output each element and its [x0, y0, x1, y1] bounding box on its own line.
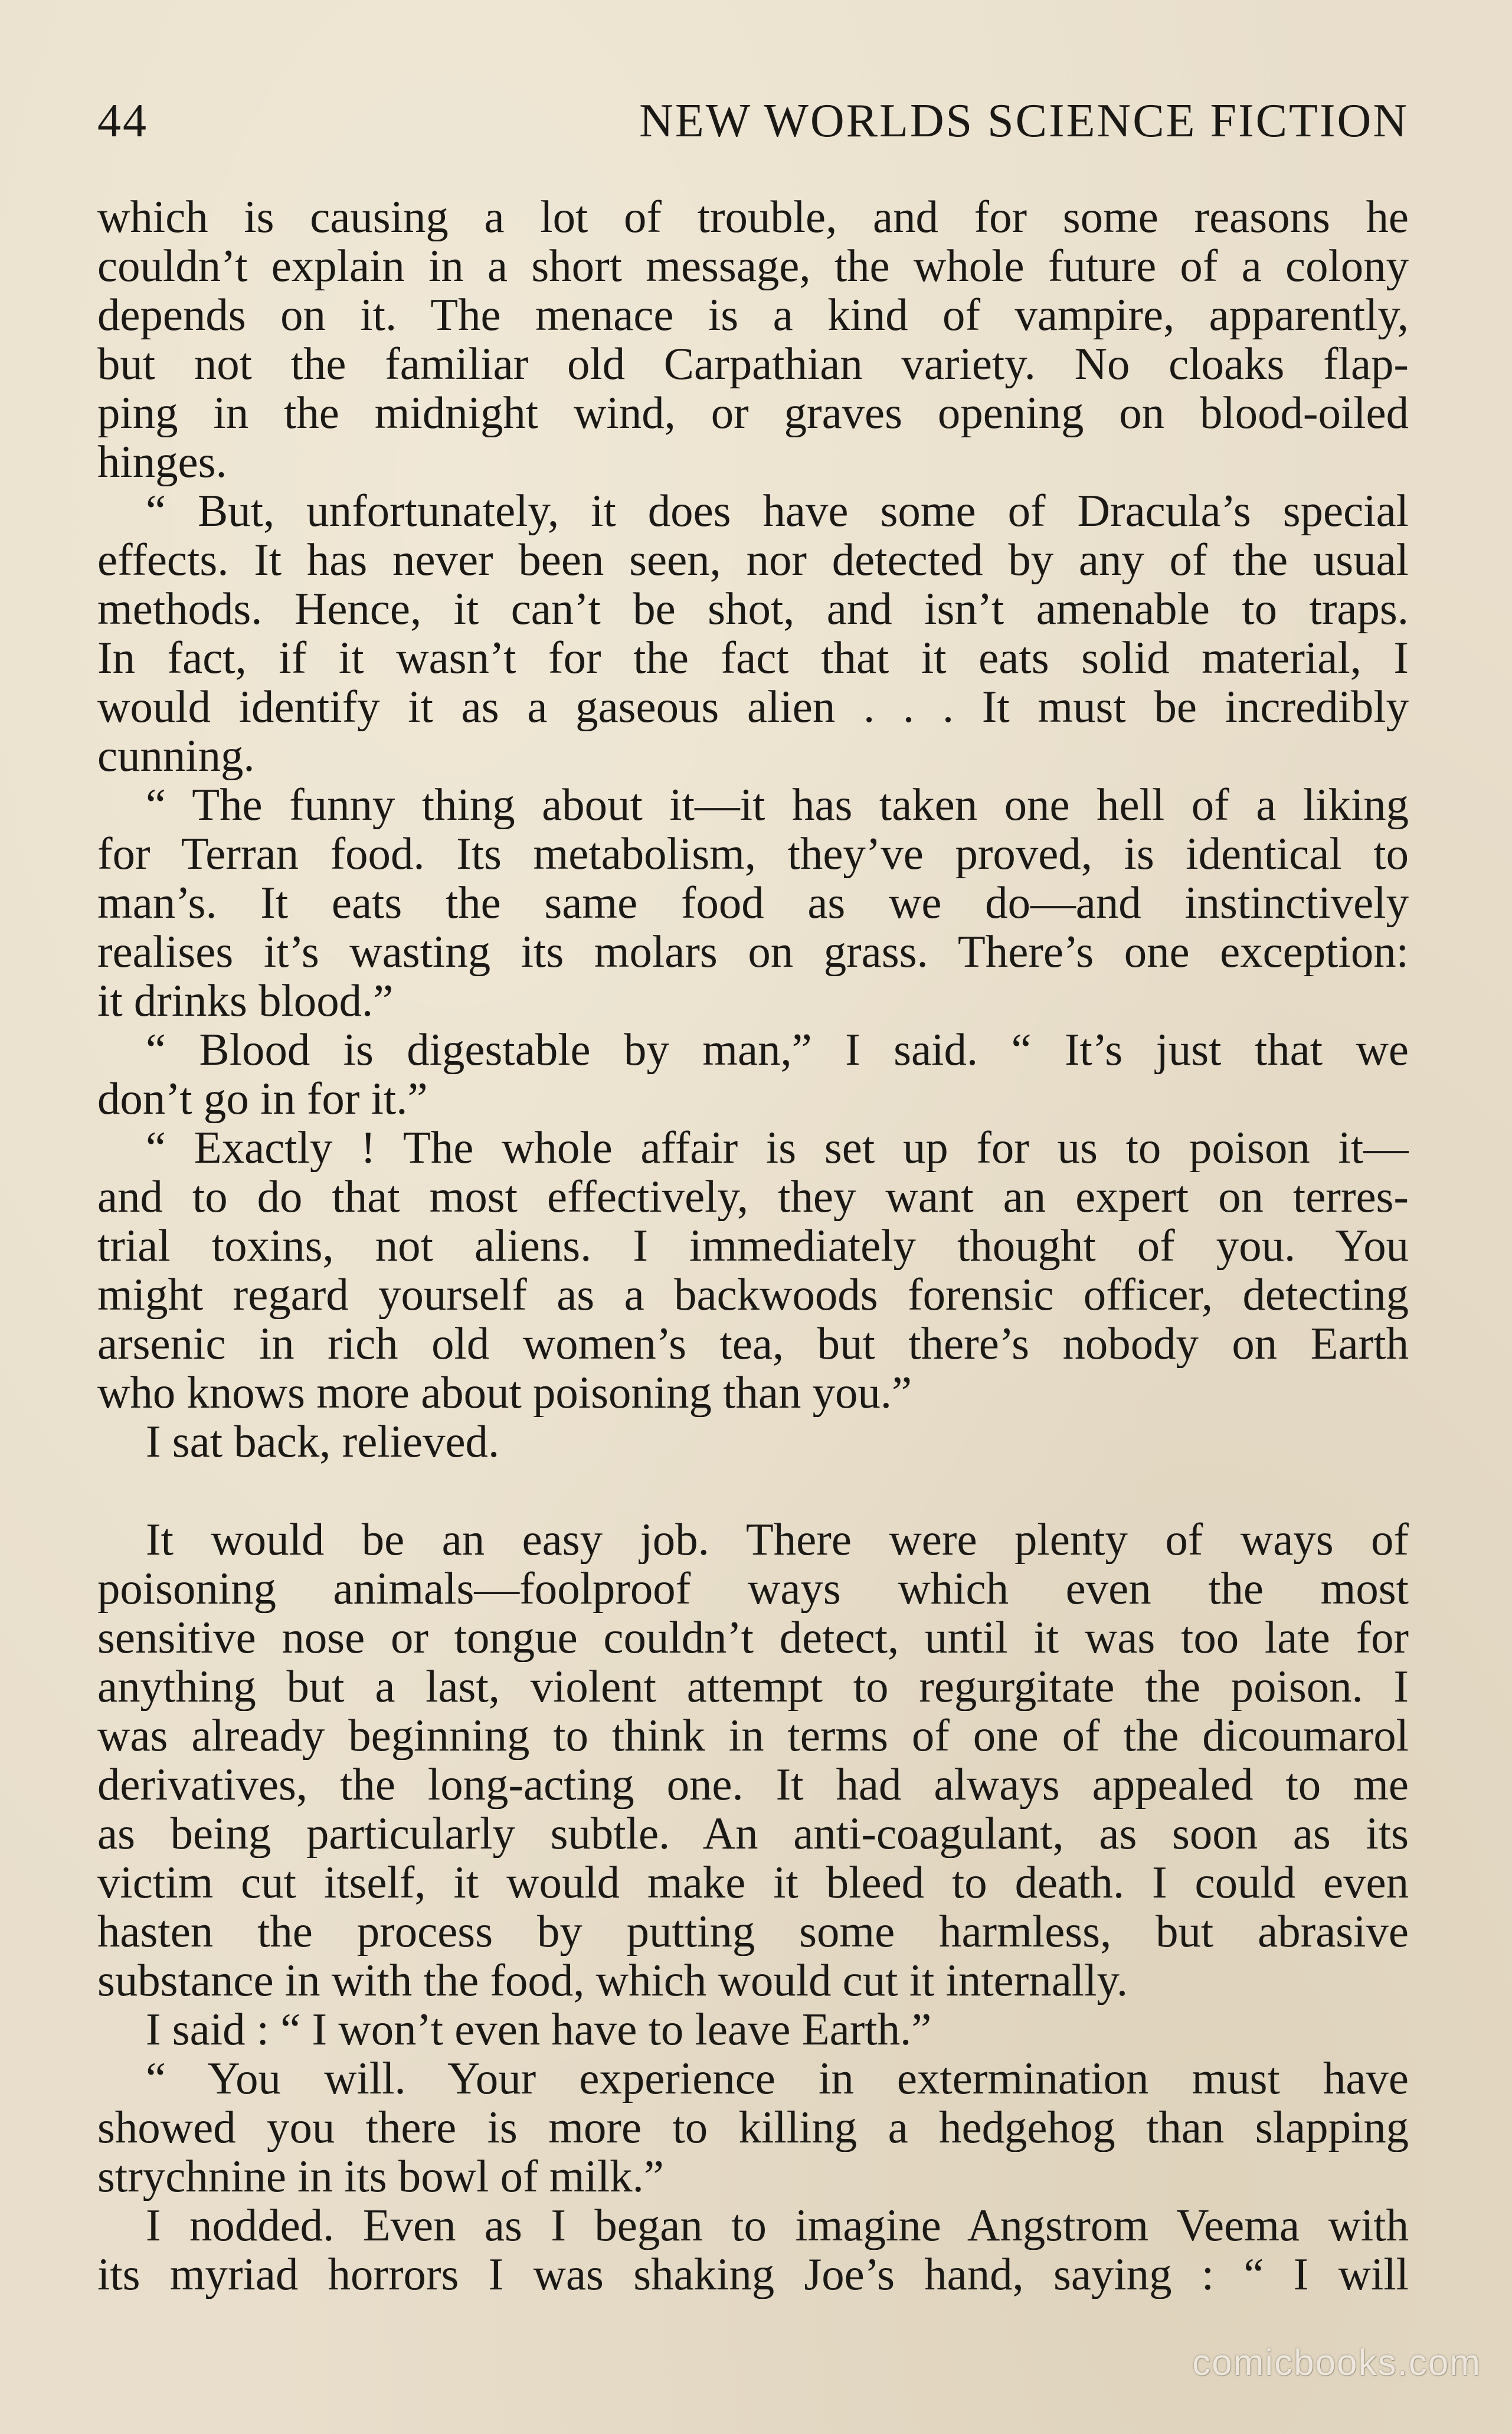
watermark-logo: comicbooks.com: [1192, 2343, 1481, 2383]
text-line: hinges.: [97, 437, 227, 486]
text-line: strychnine in its bowl of milk.”: [97, 2152, 664, 2201]
text-line: as being particularly subtle. An anti-coagulant, as soon as its: [97, 1809, 1409, 1858]
text-line: for Terran food. Its metabolism, they’ve proved, is identical to: [97, 829, 1409, 878]
text-line: don’t go in for it.”: [97, 1074, 428, 1123]
text-line: realises it’s wasting its molars on grass. There’s one exception:: [97, 927, 1409, 976]
page-number: 44: [97, 95, 148, 147]
text-line: In fact, if it wasn’t for the fact that it eats solid material, I: [97, 633, 1409, 682]
body-text: [97, 192, 1409, 2299]
text-line: its myriad horrors I was shaking Joe’s hand, saying : “ I will: [97, 2250, 1409, 2299]
text-line: “ Exactly ! The whole affair is set up for us to poison it—: [146, 1123, 1409, 1172]
text-line: poisoning animals—foolproof ways which even the most: [97, 1564, 1409, 1613]
text-line: ping in the midnight wind, or graves opening on blood-oiled: [97, 388, 1409, 437]
text-line: man’s. It eats the same food as we do—and instinctively: [97, 878, 1409, 927]
text-line: “ The funny thing about it—it has taken one hell of a liking: [146, 780, 1409, 829]
text-line: substance in with the food, which would cut it internally.: [97, 1956, 1128, 2005]
text-line: derivatives, the long-acting one. It had always appealed to me: [97, 1760, 1409, 1809]
text-line: showed you there is more to killing a hedgehog than slapping: [97, 2103, 1409, 2152]
text-line: was already beginning to think in terms of one of the dicoumarol: [97, 1711, 1409, 1760]
page-header: [97, 91, 1409, 151]
text-line: who knows more about poisoning than you.”: [97, 1368, 912, 1417]
text-line: it drinks blood.”: [97, 976, 394, 1025]
text-line: couldn’t explain in a short message, the whole future of a colony: [97, 241, 1409, 290]
text-line: I sat back, relieved.: [146, 1417, 500, 1466]
text-line: but not the familiar old Carpathian variety. No cloaks flap-: [97, 339, 1409, 388]
text-line: trial toxins, not aliens. I immediately thought of you. You: [97, 1221, 1409, 1270]
text-line: “ Blood is digestable by man,” I said. “ It’s just that we: [146, 1025, 1409, 1074]
text-line: hasten the process by putting some harmless, but abrasive: [97, 1907, 1409, 1956]
text-line: methods. Hence, it can’t be shot, and isn’t amenable to traps.: [97, 584, 1409, 633]
text-line: and to do that most effectively, they want an expert on terres-: [97, 1172, 1409, 1221]
text-line: “ But, unfortunately, it does have some of Dracula’s special: [146, 486, 1409, 535]
text-line: I nodded. Even as I began to imagine Angstrom Veema with: [146, 2201, 1409, 2250]
text-line: which is causing a lot of trouble, and for some reasons he: [97, 192, 1409, 241]
text-line: “ You will. Your experience in extermination must have: [146, 2054, 1409, 2103]
text-line: sensitive nose or tongue couldn’t detect, until it was too late for: [97, 1613, 1409, 1662]
text-line: arsenic in rich old women’s tea, but there’s nobody on Earth: [97, 1319, 1409, 1368]
text-line: effects. It has never been seen, nor detected by any of the usual: [97, 535, 1409, 584]
text-line: depends on it. The menace is a kind of vampire, apparently,: [97, 290, 1409, 339]
text-line: cunning.: [97, 731, 255, 780]
text-line: would identify it as a gaseous alien . . . It must be incredibly: [97, 682, 1409, 731]
text-line: I said : “ I won’t even have to leave Earth.”: [146, 2005, 932, 2054]
text-line: It would be an easy job. There were plenty of ways of: [146, 1515, 1409, 1564]
section-break: [97, 1466, 1409, 1515]
text-line: victim cut itself, it would make it bleed to death. I could even: [97, 1858, 1409, 1907]
text-line: might regard yourself as a backwoods forensic officer, detecting: [97, 1270, 1409, 1319]
running-head: NEW WORLDS SCIENCE FICTION: [639, 95, 1409, 147]
text-line: anything but a last, violent attempt to regurgitate the poison. I: [97, 1662, 1409, 1711]
